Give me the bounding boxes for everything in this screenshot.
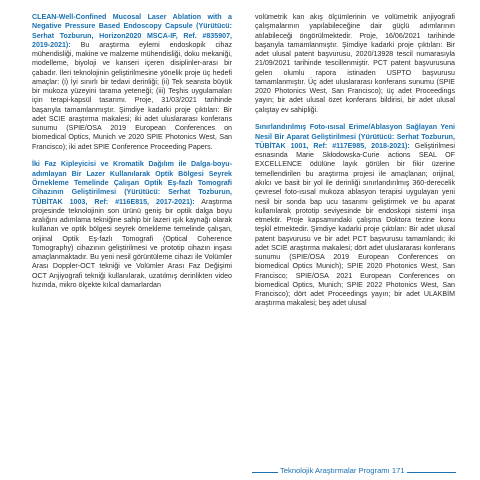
footer bbox=[278, 466, 407, 475]
project-heading-clean: CLEAN-Well-Confined Mucosal Laser Ablation with a Negative Pressure Based Endoscopy Capsule (Yürütücü: Serhat Tozburun, Horizon2020 MSCA-IF, Ref. #835907, 2019-2021): bbox=[32, 13, 232, 49]
project-paragraph-clean bbox=[32, 13, 232, 152]
project-paragraph-oct bbox=[32, 160, 232, 290]
project-heading-oct: İki Faz Kipleyicisi ve Kromatik Dağılım ile Dalga-boyu-adımlayan Bir Lazer Kullanılarak Optik Bölgesi Seyrek Örnekleme Temelinde Çalışan Optik Eş-fazlı Tomografi Cihazının Geliştirilmesi (Yürütücü: Serhat Tozburun, TÜBİTAK 1003, Ref: #116E815, 2017-2021): bbox=[32, 160, 232, 206]
right-column bbox=[255, 13, 455, 317]
project-body-ablation: Geliştirilmesi esnasında Marie Skłodowska-Curie actions SEAL OF EXCELLENCE ödülüne layık görülen bir fikir üzerine temellendirilen bu araştırma projesi ile amaçlanan; orijinal, akılcı ve basit bir yol ile derinliği sınırlandırılmış 360-derecelik çevresel foto-ısısal mukoza ablasyon terapisi uygulayan yeni nesil bir sonda bap ucu tasarımı geliştirmek ve bu aparat kullanılarak prototip seviyesinde bir endoskopi sistemi inşa etmektir. Proje kapsamındaki çalışma Doktora tezine konu teşkil etmektedir. Şimdiye kadarki proje çıktıları: Bir adet ulusal patent başvurusu ve bir adet PCT başvurusu tamamlandı; iki adet SCIE araştırma makalesi; dört adet uluslararası konferans sunumu (SPIE/OSA 2019 European Conferences on biomedical Optics Munich); SPIE 2020 Photonics West, San Francisco; SPIE/OSA 2021 European Conferences on biomedical Optics, Munich; SPIE 2022 Photonics West, San Francisco); dört adet Proceedings yayın; bir adet ULAKBİM araştırma makalesi; beş adet ulusal bbox=[255, 141, 455, 308]
footer-title: Teknolojik Araştırmalar Programı bbox=[280, 466, 390, 475]
project-paragraph-ablation bbox=[255, 123, 455, 308]
page-number: 171 bbox=[391, 466, 405, 475]
project-body-oct: Araştırma projesinde teknolojinin son ürünü geniş bir optik dalga boyu aralığını adımlama tekniğine sahip bir lazeri ışık kaynağı olarak kullanan ve optik bölgesi seyrek örnekleme temelinde çalışan, orijinal Optik Eş-fazlı Tomografi (Optical Coherence Tomography) cihazının geliştirilmesi ve prototip cihazın inşası amaçlanmaktadır. Bu yeni nesil görüntüleme cihazı ile Volümler Arası Doppler-OCT tekniği ve Volümler Arası Faz Değişimi OCT Anjiyografi tekniği kullanılarak, uzatılmış derinlikten video hızında, mikro ölçekte kılcal damarlardan bbox=[32, 197, 232, 289]
project-heading-ablation: Sınırlandırılmış Foto-ısısal Erime/Ablasyon Sağlayan Yeni Nesil Bir Aparat Geliştirilmesi (Yürütücü: Serhat Tozburun, TÜBİTAK 1001, Ref: #117E985, 2018-2021): bbox=[255, 123, 455, 150]
project-body-oct-continued: volümetrik kan akış ölçümlerinin ve volümetrik anjiyografi çalışmalarının yapılabileceğine dair güçlü adımlarının atılabileceği öngörülmektedir. Proje, 16/06/2021 tarihinde başarıyla tamamlanmıştır. Şimdiye kadarki proje çıktıları: Bir adet ulusal patent başvurusu, 2020/13928 tescil numarasıyla 21/09/2021 tarihinde tescillenmiştir. PCT patent başvurusuna gelen olumlu rapora istinaden USPTO başvurusu tamamlanmıştır. Üç adet uluslararası konferans sunumu (SPIE 2020 Photonics West, San Francisco); üç adet Proceedings yayın; bir adet ulusal özet konferans bildirisi, bir adet ulusal çalıştay ev sahipliği. bbox=[255, 13, 455, 114]
project-paragraph-oct-continued bbox=[255, 13, 455, 115]
left-column bbox=[32, 13, 232, 299]
footer-rule bbox=[252, 466, 456, 475]
project-body-clean: Bu araştırma eylemi endoskopik cihaz mühendisliği, makine ve malzeme mühendisliği, doku mekaniği, modelleme, biyoloji ve kanseri içeren disiplinler-arası bir çabadır. İleri teknolojinin geliştirilmesine yönelik proje üç hedefi amaçlar: (i) İyi sınırlı bir tedavi derinliği; (ii) Tek seansta büyük bir mukoza yüzeyini tarama yeteneği; (iii) Teşhis uygulamaları için terapi-kapsül tasarımı. Proje, 31/03/2021 tarihinde başarıyla tamamlanmıştır. Şimdiye kadarki proje çıktıları: Bir adet SCIE araştırma makalesi; iki adet uluslararası konferans sunumu (SPIE/OSA 2019 European Conferences on biomedical Optics, Munich ve 2020 SPIE Photonics West, San Francisco); iki adet SPIE Conference Proceeding Papers. bbox=[32, 40, 232, 151]
